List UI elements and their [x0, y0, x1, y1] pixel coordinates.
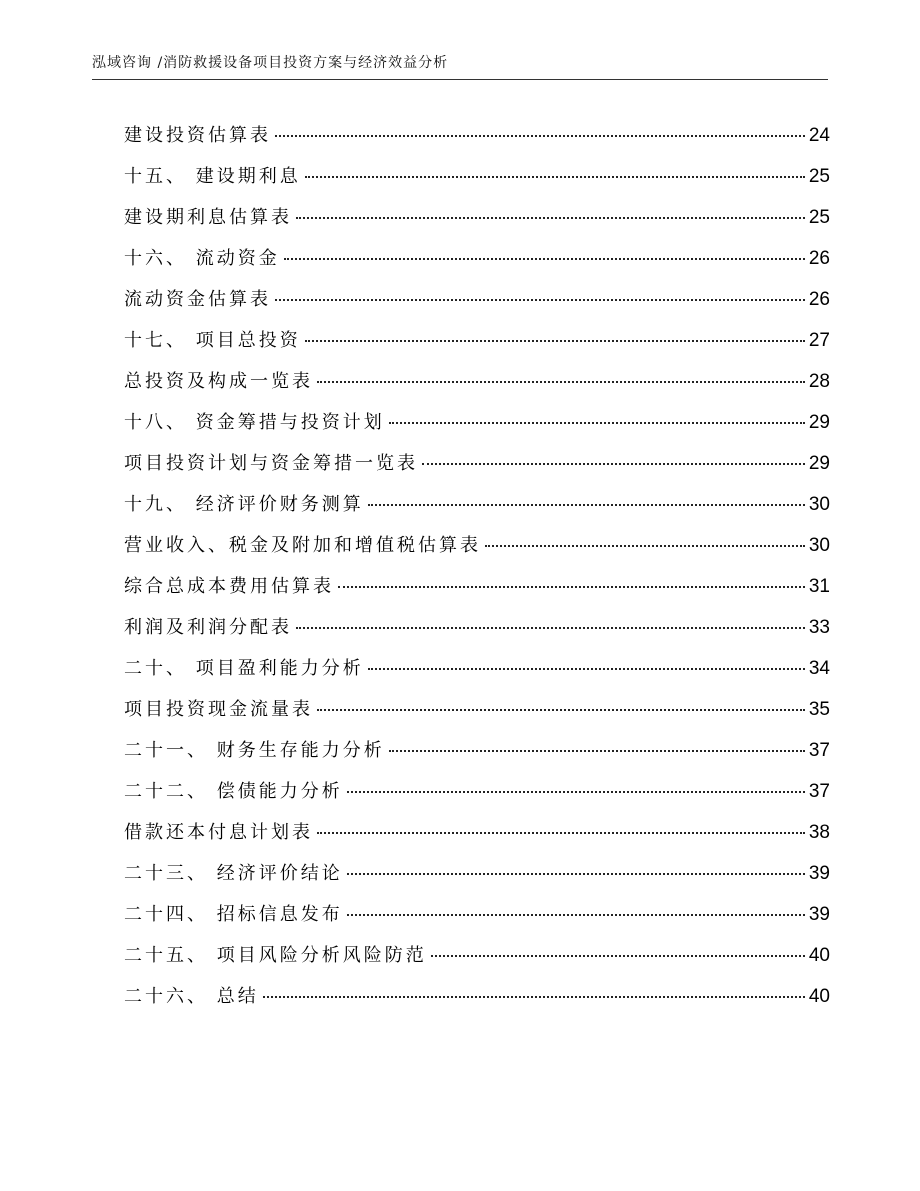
- toc-entry-title: 借款还本付息计划表: [124, 822, 313, 843]
- toc-entry-title: 十七、 项目总投资: [124, 330, 301, 351]
- toc-dot-leader: [284, 258, 805, 260]
- toc-dot-leader: [347, 791, 805, 793]
- toc-entry-page-number: 39: [808, 904, 830, 925]
- toc-entry-title: 二十、 项目盈利能力分析: [124, 658, 364, 679]
- toc-entry-page-number: 28: [808, 371, 830, 392]
- toc-entry-page-number: 38: [808, 822, 830, 843]
- toc-dot-leader: [275, 299, 805, 301]
- toc-dot-leader: [431, 955, 805, 957]
- toc-entry-page-number: 30: [808, 494, 830, 515]
- toc-dot-leader: [368, 668, 805, 670]
- toc-entry[interactable]: [124, 409, 830, 450]
- toc-entry-page-number: 26: [808, 248, 830, 269]
- toc-entry-title: 二十三、 经济评价结论: [124, 863, 343, 884]
- toc-entry-title: 流动资金估算表: [124, 289, 271, 310]
- toc-dot-leader: [338, 586, 805, 588]
- toc-entry-title: 总投资及构成一览表: [124, 371, 313, 392]
- toc-entry-page-number: 29: [808, 412, 830, 433]
- toc-entry-page-number: 30: [808, 535, 830, 556]
- toc-entry-page-number: 27: [808, 330, 830, 351]
- toc-entry-title: 二十一、 财务生存能力分析: [124, 740, 385, 761]
- toc-entry-page-number: 26: [808, 289, 830, 310]
- toc-entry[interactable]: [124, 286, 830, 327]
- toc-dot-leader: [317, 709, 805, 711]
- toc-entry-title: 二十六、 总结: [124, 986, 259, 1007]
- table-of-contents: [124, 122, 830, 1024]
- toc-dot-leader: [422, 463, 805, 465]
- toc-entry-title: 十九、 经济评价财务测算: [124, 494, 364, 515]
- toc-entry[interactable]: [124, 614, 830, 655]
- toc-entry[interactable]: [124, 819, 830, 860]
- toc-entry-page-number: 25: [808, 207, 830, 228]
- toc-entry[interactable]: [124, 491, 830, 532]
- toc-entry-title: 综合总成本费用估算表: [124, 576, 334, 597]
- toc-entry-title: 二十五、 项目风险分析风险防范: [124, 945, 427, 966]
- toc-entry-title: 二十二、 偿债能力分析: [124, 781, 343, 802]
- toc-entry-title: 建设期利息估算表: [124, 207, 292, 228]
- toc-entry-page-number: 29: [808, 453, 830, 474]
- toc-entry-title: 十八、 资金筹措与投资计划: [124, 412, 385, 433]
- toc-dot-leader: [263, 996, 805, 998]
- toc-dot-leader: [347, 873, 805, 875]
- toc-entry[interactable]: [124, 573, 830, 614]
- toc-entry[interactable]: [124, 245, 830, 286]
- toc-entry-page-number: 37: [808, 740, 830, 761]
- toc-entry[interactable]: [124, 860, 830, 901]
- toc-entry[interactable]: [124, 901, 830, 942]
- toc-entry-title: 十六、 流动资金: [124, 248, 280, 269]
- toc-dot-leader: [275, 135, 805, 137]
- toc-entry[interactable]: [124, 163, 830, 204]
- toc-entry-title: 二十四、 招标信息发布: [124, 904, 343, 925]
- toc-entry[interactable]: [124, 737, 830, 778]
- toc-entry-page-number: 35: [808, 699, 830, 720]
- toc-entry-title: 项目投资计划与资金筹措一览表: [124, 453, 418, 474]
- toc-entry[interactable]: [124, 696, 830, 737]
- toc-dot-leader: [389, 750, 805, 752]
- toc-dot-leader: [389, 422, 805, 424]
- toc-dot-leader: [317, 381, 805, 383]
- toc-entry[interactable]: [124, 122, 830, 163]
- toc-entry-page-number: 31: [808, 576, 830, 597]
- toc-entry-page-number: 40: [808, 986, 830, 1007]
- toc-entry-page-number: 40: [808, 945, 830, 966]
- toc-entry-page-number: 25: [808, 166, 830, 187]
- toc-dot-leader: [347, 914, 805, 916]
- toc-entry-page-number: 39: [808, 863, 830, 884]
- toc-dot-leader: [305, 340, 805, 342]
- toc-dot-leader: [296, 627, 805, 629]
- toc-dot-leader: [368, 504, 805, 506]
- toc-entry[interactable]: [124, 778, 830, 819]
- toc-entry[interactable]: [124, 327, 830, 368]
- toc-entry-page-number: 37: [808, 781, 830, 802]
- toc-dot-leader: [317, 832, 805, 834]
- toc-entry-page-number: 34: [808, 658, 830, 679]
- toc-entry-page-number: 24: [808, 125, 830, 146]
- toc-entry-title: 营业收入、税金及附加和增值税估算表: [124, 535, 481, 556]
- header-rule: [92, 79, 828, 80]
- toc-dot-leader: [305, 176, 805, 178]
- toc-entry[interactable]: [124, 532, 830, 573]
- toc-entry[interactable]: [124, 655, 830, 696]
- toc-entry[interactable]: [124, 942, 830, 983]
- toc-entry-title: 建设投资估算表: [124, 125, 271, 146]
- toc-entry-title: 利润及利润分配表: [124, 617, 292, 638]
- toc-entry[interactable]: [124, 450, 830, 491]
- toc-entry[interactable]: [124, 204, 830, 245]
- toc-entry-title: 十五、 建设期利息: [124, 166, 301, 187]
- toc-entry[interactable]: [124, 983, 830, 1024]
- toc-dot-leader: [296, 217, 805, 219]
- toc-entry-page-number: 33: [808, 617, 830, 638]
- toc-dot-leader: [485, 545, 805, 547]
- toc-entry-title: 项目投资现金流量表: [124, 699, 313, 720]
- page-header: 泓域咨询 /消防救援设备项目投资方案与经济效益分析: [92, 55, 449, 71]
- toc-entry[interactable]: [124, 368, 830, 409]
